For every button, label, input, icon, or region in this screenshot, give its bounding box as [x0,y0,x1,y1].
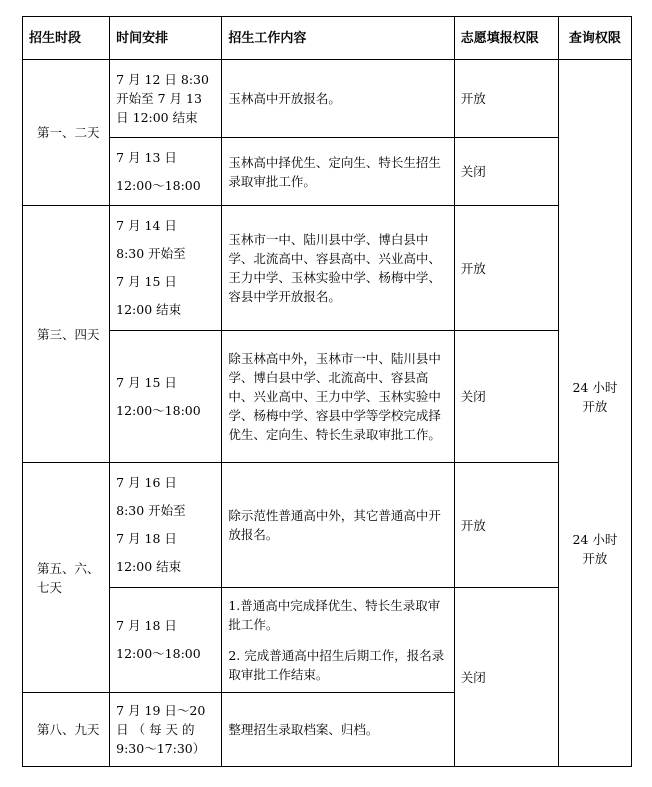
header-period: 招生时段 [23,17,110,60]
schedule-line: 12:00～18:00 [116,177,201,193]
content-text: 玉林高中择优生、定向生、特长生招生录取审批工作。 [228,154,441,189]
table-row [23,206,632,331]
schedule-line: 7 月 14 日 [116,218,177,233]
schedule-line: 7 月 15 日 [116,374,177,390]
stage-label: 第五、六、七天 [23,463,110,693]
schedule-line: 7 月 18 日 [116,531,177,546]
content-text: 玉林高中开放报名。 [228,91,341,106]
query-text: 开放 [582,399,608,414]
table-row [23,463,632,588]
header-application-permission: 志愿填报权限 [454,17,558,60]
header-schedule: 时间安排 [110,17,222,60]
stage-label: 第一、二天 [23,60,110,206]
table-row [23,138,632,206]
schedule-line: 7 月 15 日 [116,274,177,289]
schedule-lines [116,369,215,425]
schedule-line: 12:00～18:00 [116,646,201,661]
schedule-cell [110,331,222,463]
schedule-cell [110,693,222,767]
schedule-line: 12:00～18:00 [116,402,201,418]
header-content: 招生工作内容 [222,17,454,60]
query-permission-first [559,378,631,416]
schedule-lines [116,469,215,581]
schedule-line: 日 12:00 结束 [116,110,198,125]
query-permission-cell [558,60,631,767]
content-text: 2. 完成普通高中招生后期工作，报名录取审批工作结束。 [228,648,445,682]
permission-cell: 开放 [454,60,558,138]
content-cell [222,206,454,331]
content-text: 1.普通高中完成择优生、特长生录取审批工作。 [228,598,441,632]
schedule-cell [110,206,222,331]
query-permission-second [559,530,631,568]
schedule-line: 开始至 7 月 13 [116,91,202,106]
permission-cell: 关闭 [454,588,558,767]
admission-schedule-table-wrapper [22,16,632,767]
content-text: 除玉林高中外，玉林市一中、陆川县中学、博白县中学、北流高中、容县高中、兴业高中、王力中学、玉林实验中学、杨梅中学、容县中学等学校完成择优生、定向生、特长生录取审批工作。 [228,351,441,442]
schedule-line: 9:30～17:30） [116,741,206,756]
permission-cell: 关闭 [454,331,558,463]
content-cell [222,693,454,767]
schedule-cell [110,463,222,588]
query-text: 24 小时 [572,532,618,547]
schedule-line: 8:30 开始至 [116,246,186,261]
stage-label: 第三、四天 [23,206,110,463]
schedule-line: 7 月 12 日 8:30 [116,72,209,87]
schedule-lines [116,701,215,758]
schedule-lines [116,70,215,127]
header-query-permission: 查询权限 [558,17,631,60]
content-cell [222,331,454,463]
content-text: 除示范性普通高中外，其它普通高中开放报名。 [228,508,441,542]
content-text: 整理招生录取档案、归档。 [228,722,379,737]
schedule-line: 7 月 13 日 [116,149,177,165]
schedule-cell [110,60,222,138]
content-cell [222,60,454,138]
schedule-line: 7 月 18 日 [116,618,177,633]
content-cell [222,463,454,588]
table-row [23,331,632,463]
content-text: 玉林市一中、陆川县中学、博白县中学、北流高中、容县高中、兴业高中、王力中学、玉林实验中学、杨梅中学、容县中学开放报名。 [228,232,441,304]
content-cell [222,138,454,206]
header-row [23,17,632,60]
permission-cell: 开放 [454,206,558,331]
schedule-lines [116,144,215,200]
schedule-line: 12:00 结束 [116,559,182,574]
query-text: 开放 [582,551,608,566]
table-row [23,60,632,138]
admission-schedule-table [22,16,632,767]
schedule-line: 日 （ 每 天 的 [116,722,195,737]
schedule-line: 12:00 结束 [116,302,182,317]
schedule-cell [110,588,222,693]
schedule-line: 7 月 19 日～20 [116,703,206,718]
content-cell [222,588,454,693]
stage-label: 第八、九天 [23,693,110,767]
schedule-cell [110,138,222,206]
schedule-lines [116,612,215,668]
schedule-line: 7 月 16 日 [116,475,177,490]
permission-cell: 关闭 [454,138,558,206]
permission-cell: 开放 [454,463,558,588]
schedule-line: 8:30 开始至 [116,503,186,518]
query-text: 24 小时 [572,380,618,395]
table-row [23,588,632,693]
schedule-lines [116,212,215,324]
